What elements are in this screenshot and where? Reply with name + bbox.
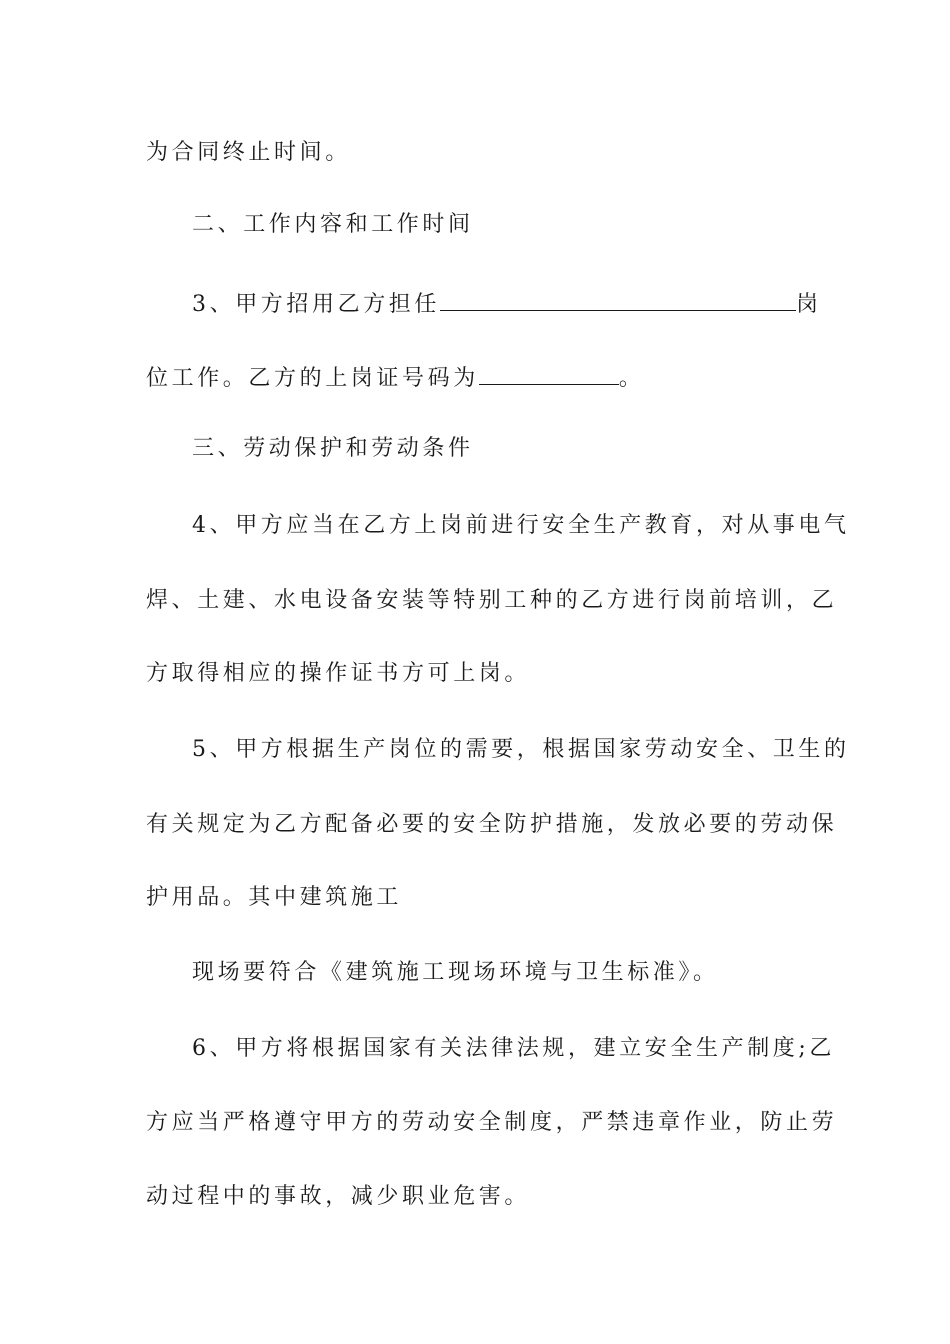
text-line: 动过程中的事故，减少职业危害。 (146, 1184, 531, 1209)
text-line: 5、甲方根据生产岗位的需要，根据国家劳动安全、卫生的 (192, 737, 850, 762)
clause-3-line-2 (146, 360, 826, 394)
clause-3-suffix: 岗 (796, 292, 822, 317)
text-line: 现场要符合《建筑施工现场环境与卫生标准》。 (192, 960, 719, 985)
clause-3-line-1 (192, 286, 872, 320)
text-line: 护用品。其中建筑施工 (146, 885, 403, 910)
text-line: 方应当严格遵守甲方的劳动安全制度，严禁违章作业，防止劳 (146, 1110, 838, 1135)
text-line: 焊、土建、水电设备安装等特别工种的乙方进行岗前培训，乙 (146, 588, 838, 613)
certificate-text: 位工作。乙方的上岗证号码为 (146, 366, 479, 391)
section-heading: 二、工作内容和工作时间 (192, 212, 474, 237)
section-heading: 三、劳动保护和劳动条件 (192, 436, 474, 461)
text-line: 为合同终止时间。 (146, 140, 351, 165)
text-line: 4、甲方应当在乙方上岗前进行安全生产教育，对从事电气 (192, 513, 850, 538)
text-line: 方取得相应的操作证书方可上岗。 (146, 661, 531, 686)
clause-3-text: 3、甲方招用乙方担任 (192, 292, 440, 317)
certificate-number-blank (479, 360, 619, 385)
certificate-suffix: 。 (618, 366, 645, 391)
text-line: 6、甲方将根据国家有关法律法规，建立安全生产制度;乙 (192, 1036, 836, 1061)
position-blank (440, 286, 796, 311)
text-line: 有关规定为乙方配备必要的安全防护措施，发放必要的劳动保 (146, 812, 838, 837)
